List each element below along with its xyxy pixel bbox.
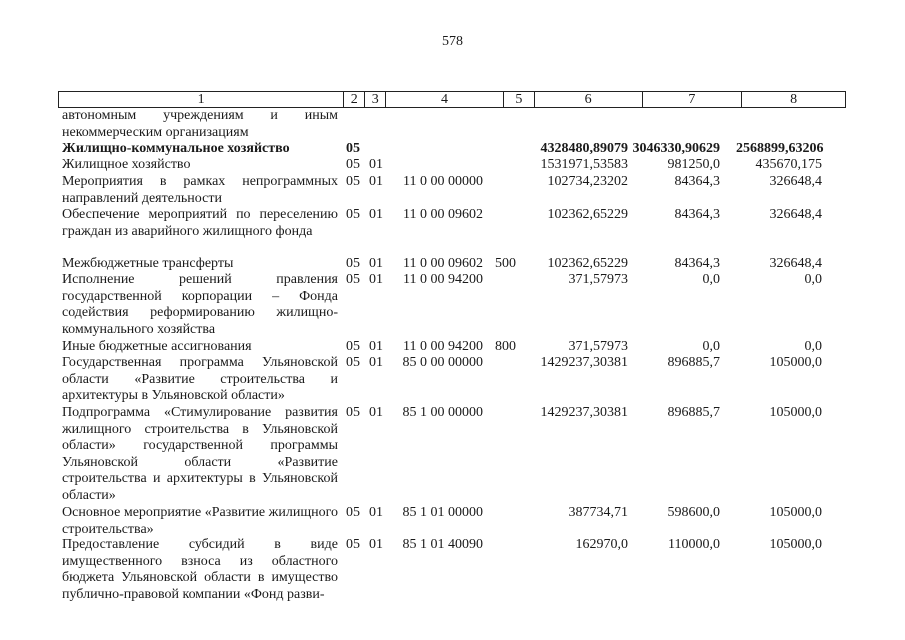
target-article-code: 11 0 00 00000 — [403, 174, 483, 189]
amount-col-8: 105000,0 — [769, 505, 822, 520]
row-name: Обеспечение мероприятий по переселению граждан из аварийного жилищного фонда — [62, 207, 338, 239]
target-article-code: 11 0 00 94200 — [403, 339, 483, 354]
subsection-code: 01 — [369, 157, 383, 172]
subsection-code: 01 — [369, 505, 383, 520]
amount-col-6: 102362,65229 — [547, 207, 628, 222]
row-name: Жилищное хозяйство — [62, 157, 191, 172]
subsection-code: 01 — [369, 339, 383, 354]
section-code: 05 — [346, 355, 360, 370]
amount-col-8: 326648,4 — [769, 256, 822, 271]
amount-col-7: 3046330,90629 — [632, 141, 720, 156]
amount-col-8: 105000,0 — [769, 405, 822, 420]
amount-col-6: 102734,23202 — [547, 174, 628, 189]
amount-col-6: 387734,71 — [568, 505, 628, 520]
subsection-code: 01 — [369, 405, 383, 420]
header-cell-8: 8 — [790, 92, 798, 107]
amount-col-6: 1429237,30381 — [540, 355, 628, 370]
amount-col-7: 896885,7 — [667, 405, 720, 420]
header-cell-3: 3 — [365, 92, 386, 107]
header-cell-7: 7 — [643, 92, 743, 107]
target-article-code: 85 1 00 00000 — [402, 405, 483, 420]
row-name: Иные бюджетные ассигнования — [62, 339, 252, 354]
section-code: 05 — [346, 505, 360, 520]
row-name: Исполнение решений правления государственной корпорации – Фонда содействия реформированию жилищно-коммунального хозяйства — [62, 272, 338, 337]
subsection-code: 01 — [369, 537, 383, 552]
amount-col-7: 598600,0 — [667, 505, 720, 520]
amount-col-6: 371,57973 — [568, 339, 628, 354]
section-code: 05 — [346, 207, 360, 222]
row-name: Основное мероприятие «Развитие жилищного строительства» — [62, 505, 338, 537]
amount-col-7: 981250,0 — [667, 157, 720, 172]
section-code: 05 — [346, 272, 360, 287]
header-cell-1: 1 — [59, 92, 344, 107]
header-cell-2: 2 — [344, 92, 365, 107]
amount-col-6: 162970,0 — [575, 537, 628, 552]
row-name: автономным учреждениям и иным некоммерческим организациям — [62, 108, 338, 140]
section-code: 05 — [346, 157, 360, 172]
amount-col-6: 1531971,53583 — [540, 157, 628, 172]
amount-col-7: 84364,3 — [674, 256, 720, 271]
amount-col-8: 0,0 — [804, 272, 822, 287]
amount-col-8: 0,0 — [804, 339, 822, 354]
amount-col-6: 1429237,30381 — [540, 405, 628, 420]
target-article-code: 85 1 01 40090 — [402, 537, 483, 552]
amount-col-8: 326648,4 — [769, 174, 822, 189]
row-name: Предоставление субсидий в виде имущественного взноса из областного бюджета Ульяновской области в имущество публично-правовой компании «Фонд разви- — [62, 537, 338, 602]
row-name: Государственная программа Ульяновской области «Развитие строительства и архитектуры в Ульяновской области» — [62, 355, 338, 403]
amount-col-6: 102362,65229 — [547, 256, 628, 271]
target-article-code: 85 0 00 00000 — [402, 355, 483, 370]
amount-col-7: 896885,7 — [667, 355, 720, 370]
subsection-code: 01 — [369, 355, 383, 370]
section-code: 05 — [346, 339, 360, 354]
target-article-code: 11 0 00 94200 — [403, 272, 483, 287]
amount-col-7: 110000,0 — [668, 537, 720, 552]
target-article-code: 85 1 01 00000 — [402, 505, 483, 520]
row-name: Мероприятия в рамках непрограммных направлений деятельности — [62, 174, 338, 206]
expense-type-code: 800 — [495, 339, 516, 354]
amount-col-6: 371,57973 — [568, 272, 628, 287]
section-code: 05 — [346, 537, 360, 552]
expense-type-code: 500 — [495, 256, 516, 271]
target-article-code: 11 0 00 09602 — [403, 207, 483, 222]
section-code: 05 — [346, 141, 360, 156]
amount-col-8: 105000,0 — [769, 355, 822, 370]
section-code: 05 — [346, 174, 360, 189]
row-name: Межбюджетные трансферты — [62, 256, 234, 271]
header-cell-5: 5 — [504, 92, 535, 107]
target-article-code: 11 0 00 09602 — [403, 256, 483, 271]
subsection-code: 01 — [369, 207, 383, 222]
amount-col-7: 0,0 — [702, 339, 720, 354]
section-code: 05 — [346, 256, 360, 271]
subsection-code: 01 — [369, 174, 383, 189]
header-cell-6: 6 — [535, 92, 643, 107]
amount-col-7: 84364,3 — [674, 207, 720, 222]
header-cell-4: 4 — [386, 92, 504, 107]
amount-col-8: 2568899,63206 — [736, 141, 824, 156]
amount-col-8: 105000,0 — [769, 537, 822, 552]
amount-col-7: 0,0 — [702, 272, 720, 287]
row-name: Жилищно-коммунальное хозяйство — [62, 141, 290, 156]
amount-col-8: 435670,175 — [755, 157, 822, 172]
amount-col-6: 4328480,89079 — [540, 141, 628, 156]
section-code: 05 — [346, 405, 360, 420]
subsection-code: 01 — [369, 272, 383, 287]
subsection-code: 01 — [369, 256, 383, 271]
page-number: 578 — [442, 34, 463, 49]
row-name: Подпрограмма «Стимулирование развития жилищного строительства в Ульяновской области» государственной программы Ульяновской области «Развитие строительства и архитектуры в Ульяновской области» — [62, 405, 338, 503]
amount-col-7: 84364,3 — [674, 174, 720, 189]
amount-col-8: 326648,4 — [769, 207, 822, 222]
